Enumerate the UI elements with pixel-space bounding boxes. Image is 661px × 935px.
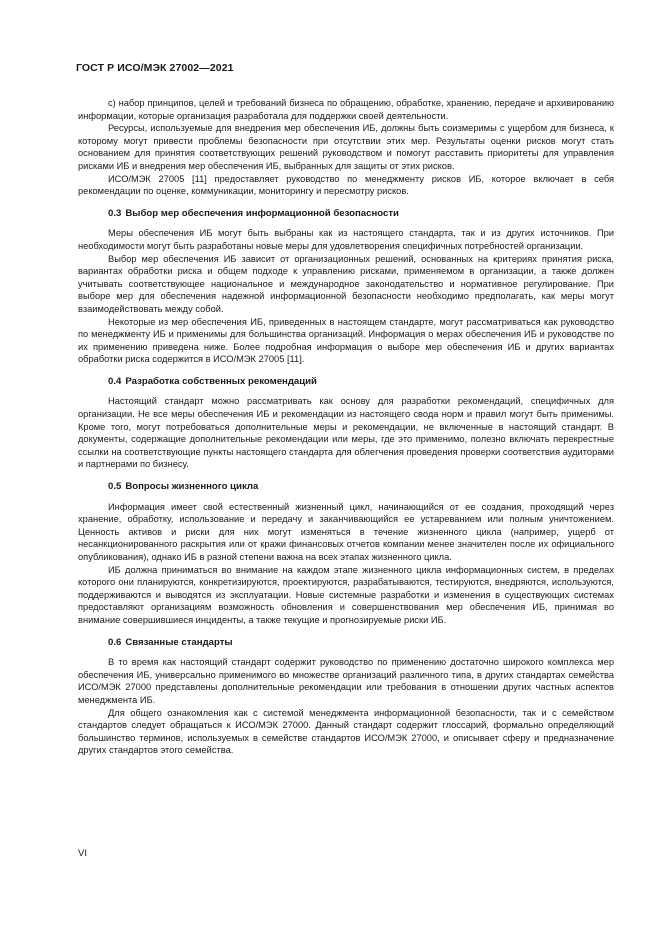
section-0-5-paragraph-1: Информация имеет свой естественный жизненный цикл, начинающийся от ее создания, проходящий через хранение, обработку, использование и передачу и заканчивающийся ее устареванием или полным уничтожением. Ценность активов и риски для них могут изменяться в течение жизненного цикла (например, ущерб от несанкционированного раскрытия или от кражи финансовых отчетов компании менее значителен после их официального опубликования), однако ИБ в разной степени важна на всех этапах жизненного цикла. xyxy=(78,501,614,562)
section-0-5-paragraph-2: ИБ должна приниматься во внимание на каждом этапе жизненного цикла информационных систем, в пределах которого они планируются, конкретизируются, проектируются, разрабатываются, тестируются, внедряются, используются, поддерживаются и выводятся из эксплуатации. Новые системные разработки и изменения в существующих системах предоставляют организациям возможность обновления и совершенствования мер обеспечения ИБ, принимая во внимание совершившиеся инциденты, а также текущие и прогнозируемые риски ИБ. xyxy=(78,564,614,625)
section-heading-0-5 xyxy=(78,481,614,494)
section-title: Вопросы жизненного цикла xyxy=(125,481,259,493)
intro-paragraph-3: ИСО/МЭК 27005 [11] предоставляет руководство по менеджменту рисков ИБ, которое включает в себя рекомендации по оценке, коммуникации, мониторингу и пересмотру рисков. xyxy=(78,173,614,197)
section-heading-0-6 xyxy=(78,637,614,650)
section-number: 0.4 xyxy=(108,375,122,387)
section-0-3-paragraph-3: Некоторые из мер обеспечения ИБ, приведенных в настоящем стандарте, могут рассматриваться как руководство по менеджменту ИБ и применимы для большинства организаций. Информация о мерах обеспечения ИБ и руководстве по их применению приведена ниже. Более подробная информация о выборе мер обеспечения ИБ и других вариантах обработки риска содержится в ИСО/МЭК 27005 [11]. xyxy=(78,316,614,365)
section-heading-0-4 xyxy=(78,376,614,389)
document-header: ГОСТ Р ИСО/МЭК 27002—2021 xyxy=(76,62,234,74)
section-title: Связанные стандарты xyxy=(125,636,233,648)
section-title: Разработка собственных рекомендаций xyxy=(125,375,317,387)
section-number: 0.5 xyxy=(108,481,122,493)
intro-paragraph-2: Ресурсы, используемые для внедрения мер обеспечения ИБ, должны быть соизмеримы с ущербом для бизнеса, к которому могут привести проблемы безопасности при отсутствии этих мер. Результаты оценки рисков могут стать основанием для принятия соответствующих решений руководством и помогут расставить приоритеты для управления рисками ИБ и внедрения мер обеспечения ИБ, выбранных для защиты от этих рисков. xyxy=(78,123,614,171)
intro-paragraph-1: с) набор принципов, целей и требований бизнеса по обращению, обработке, хранению, передаче и архивированию информации, которые организация разработала для поддержки своей деятельности. xyxy=(78,98,614,121)
section-0-4-paragraph-1: Настоящий стандарт можно рассматривать как основу для разработки рекомендаций, специфичных для организации. Не все меры обеспечения ИБ и рекомендации из настоящего свода норм и правил могут быть применимы. Кроме того, могут потребоваться дополнительные меры и рекомендации, не включенные в настоящий стандарт. В документы, содержащие дополнительные рекомендации или меры, где это применимо, полезно включать перекрестные ссылки на соответствующие пункты настоящего стандарта для облегчения проведения проверки соответствия аудиторами и партнерами по бизнесу. xyxy=(78,396,614,470)
section-number: 0.3 xyxy=(108,207,122,219)
section-0-3-paragraph-1: Меры обеспечения ИБ могут быть выбраны как из настоящего стандарта, так и из других источников. При необходимости могут быть разработаны новые меры для удовлетворения специфичных потребностей организации. xyxy=(78,228,614,251)
section-0-6-paragraph-1: В то время как настоящий стандарт содержит руководство по применению достаточно широкого комплекса мер обеспечения ИБ, универсально применимого во множестве организаций различного типа, в других стандартах семейства ИСО/МЭК 27000 представлены дополнительные рекомендации или требования в отношении других частных аспектов менеджмента ИБ. xyxy=(78,657,614,705)
page-number: VI xyxy=(78,848,87,859)
section-heading-0-3 xyxy=(78,208,614,221)
section-number: 0.6 xyxy=(108,636,122,648)
section-0-6-paragraph-2: Для общего ознакомления как с системой менеджмента информационной безопасности, так и с семейством стандартов следует обращаться к ИСО/МЭК 27000. Данный стандарт содержит глоссарий, формально определяющий большинство терминов, используемых в семействе стандартов ИСО/МЭК 27000, и описывает сферу и предназначение других стандартов этого семейства. xyxy=(78,707,614,756)
section-title: Выбор мер обеспечения информационной безопасности xyxy=(125,207,399,219)
document-body xyxy=(78,97,614,757)
section-0-3-paragraph-2: Выбор мер обеспечения ИБ зависит от организационных решений, основанных на критериях принятия риска, вариантах обработки риска и общем подходе к управлению рисками, применяемом в организации, а также должен учитывать соответствующее национальное и международное законодательство и нормативное регулирование. При выборе мер для обеспечения надежной информационной безопасности необходимо предполагать, как меры могут взаимодействовать между собой. xyxy=(78,253,614,314)
